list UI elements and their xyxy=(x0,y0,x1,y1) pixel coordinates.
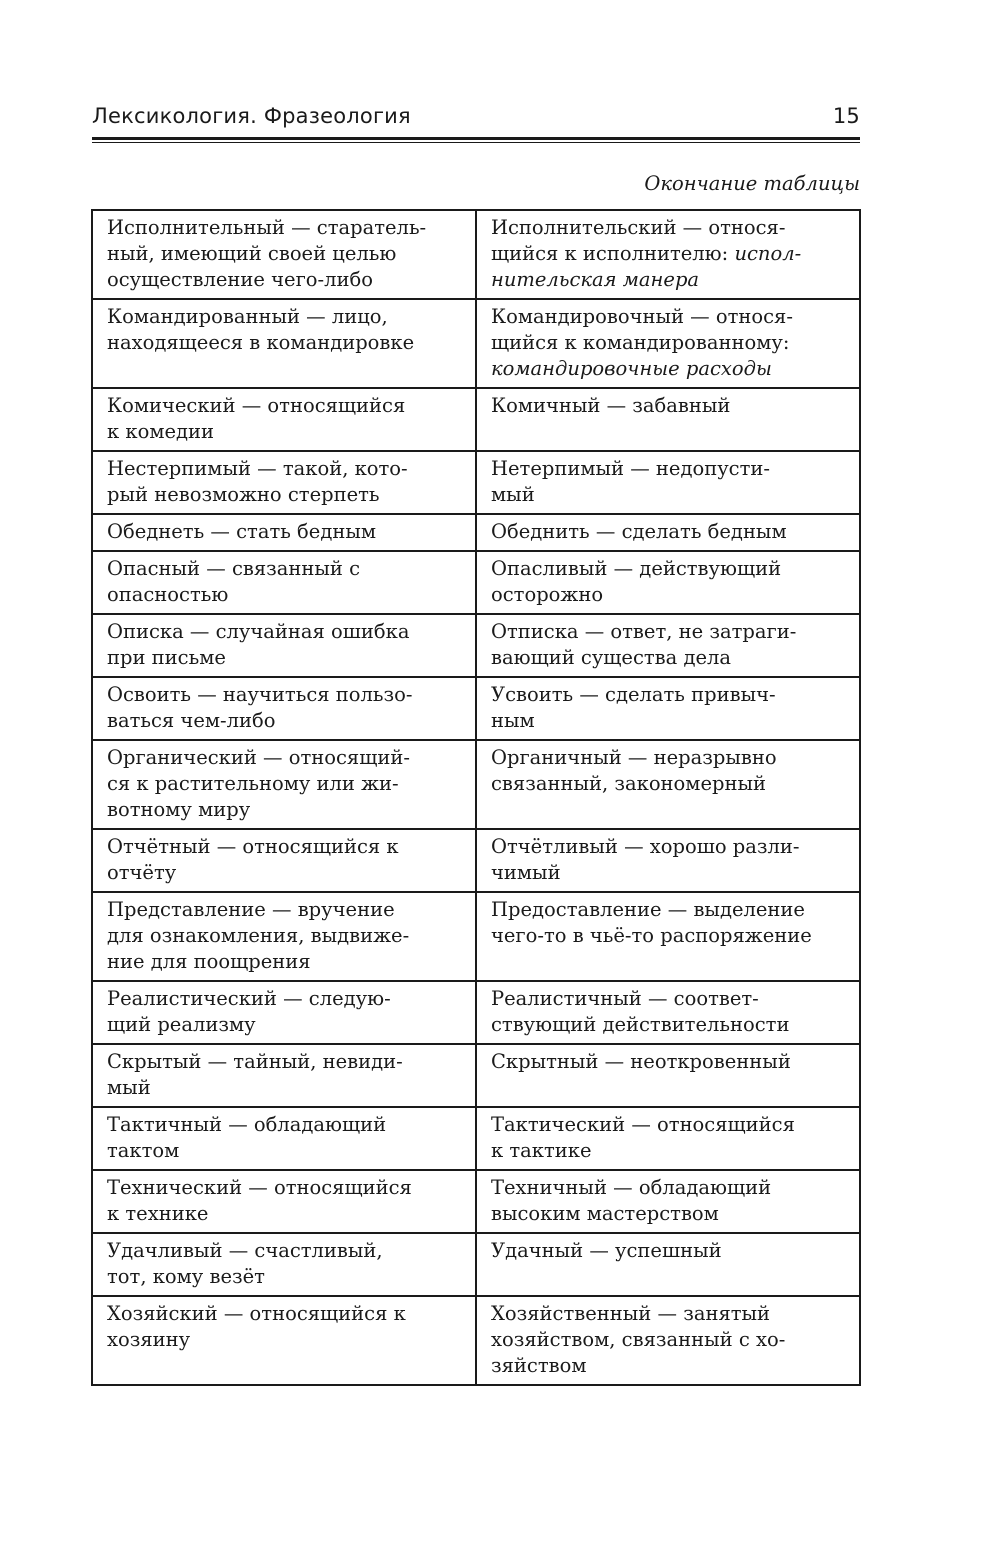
table-row xyxy=(92,829,860,892)
cell-text: Опасный — связанный с опасностью xyxy=(107,557,361,606)
left-cell xyxy=(92,388,476,451)
table-row xyxy=(92,677,860,740)
section-title: Лексикология. Фразеология xyxy=(92,104,411,128)
right-cell xyxy=(476,514,860,551)
table-row xyxy=(92,451,860,514)
cell-text: Комический — относящийся к комедии xyxy=(107,394,406,443)
right-cell xyxy=(476,829,860,892)
table-row xyxy=(92,1107,860,1170)
cell-text: Технический — относящийся к технике xyxy=(107,1176,412,1225)
left-cell xyxy=(92,210,476,299)
paronyms-table xyxy=(91,209,861,1386)
left-cell xyxy=(92,981,476,1044)
cell-text: Тактический — относящийся к тактике xyxy=(491,1113,795,1162)
cell-text: Скрытый — тайный, невиди- мый xyxy=(107,1050,403,1099)
table-row xyxy=(92,551,860,614)
right-cell xyxy=(476,388,860,451)
left-cell xyxy=(92,614,476,677)
cell-text: Скрытный — неоткровенный xyxy=(491,1050,791,1073)
table-row xyxy=(92,740,860,829)
left-cell xyxy=(92,1044,476,1107)
table-row xyxy=(92,1233,860,1296)
cell-text: Усвоить — сделать привыч- ным xyxy=(491,683,776,732)
cell-text: Командированный — лицо, находящееся в командировке xyxy=(107,305,415,354)
cell-text: Комичный — забавный xyxy=(491,394,731,417)
cell-text: Отчётливый — хорошо разли- чимый xyxy=(491,835,800,884)
table-row xyxy=(92,1044,860,1107)
right-cell xyxy=(476,614,860,677)
table-row xyxy=(92,892,860,981)
table-row xyxy=(92,388,860,451)
right-cell xyxy=(476,677,860,740)
cell-text: Исполнительный — старатель- ный, имеющий своей целью осуществление чего-либо xyxy=(107,216,427,291)
left-cell xyxy=(92,677,476,740)
cell-text: Хозяйский — относящийся к хозяину xyxy=(107,1302,406,1351)
left-cell xyxy=(92,1170,476,1233)
table-row xyxy=(92,981,860,1044)
cell-text: Органичный — неразрывно связанный, закономерный xyxy=(491,746,777,795)
cell-text: Нестерпимый — такой, кото- рый невозможно стерпеть xyxy=(107,457,408,506)
cell-text: Отчётный — относящийся к отчёту xyxy=(107,835,399,884)
cell-text: Тактичный — обладающий тактом xyxy=(107,1113,387,1162)
left-cell xyxy=(92,551,476,614)
page-number: 15 xyxy=(832,104,860,128)
cell-text: Реалистичный — соответ- ствующий действительности xyxy=(491,987,790,1036)
left-cell xyxy=(92,1233,476,1296)
table-row xyxy=(92,210,860,299)
table-row xyxy=(92,1170,860,1233)
table-row xyxy=(92,1296,860,1385)
left-cell xyxy=(92,892,476,981)
left-cell xyxy=(92,299,476,388)
left-cell xyxy=(92,1296,476,1385)
cell-text: Отписка — ответ, не затраги- вающий существа дела xyxy=(491,620,797,669)
right-cell xyxy=(476,1296,860,1385)
right-cell xyxy=(476,551,860,614)
cell-text: Нетерпимый — недопусти- мый xyxy=(491,457,770,506)
table-row xyxy=(92,299,860,388)
table-row xyxy=(92,514,860,551)
right-cell xyxy=(476,1233,860,1296)
right-cell xyxy=(476,1170,860,1233)
cell-text: Командировочный — относя- щийся к командированному: xyxy=(491,305,793,354)
left-cell xyxy=(92,1107,476,1170)
header-rule-thin xyxy=(92,142,860,143)
right-cell xyxy=(476,210,860,299)
table-row xyxy=(92,614,860,677)
cell-text: Обеднеть — стать бедным xyxy=(107,520,377,543)
left-cell xyxy=(92,514,476,551)
cell-text: Предоставление — выделение чего-то в чьё-то распоряжение xyxy=(491,898,812,947)
cell-text: Описка — случайная ошибка при письме xyxy=(107,620,410,669)
right-cell xyxy=(476,451,860,514)
cell-text: Представление — вручение для ознакомления, выдвиже- ние для поощрения xyxy=(107,898,410,973)
cell-text: Органический — относящий- ся к растительному или жи- вотному миру xyxy=(107,746,410,821)
cell-text: Освоить — научиться пользо- ваться чем-либо xyxy=(107,683,413,732)
right-cell xyxy=(476,981,860,1044)
cell-text: Удачный — успешный xyxy=(491,1239,722,1262)
right-cell xyxy=(476,892,860,981)
cell-text: Опасливый — действующий осторожно xyxy=(491,557,782,606)
table-caption: Окончание таблицы xyxy=(644,172,860,195)
left-cell xyxy=(92,829,476,892)
cell-example: командировочные расходы xyxy=(491,357,772,380)
cell-text: Удачливый — счастливый, тот, кому везёт xyxy=(107,1239,383,1288)
header-rule-thick xyxy=(92,137,860,140)
right-cell xyxy=(476,299,860,388)
cell-text: Техничный — обладающий высоким мастерством xyxy=(491,1176,772,1225)
cell-text: Хозяйственный — занятый хозяйством, связанный с хо- зяйством xyxy=(491,1302,786,1377)
cell-text: Исполнительский — относя- щийся к исполнителю: xyxy=(491,216,786,265)
left-cell xyxy=(92,740,476,829)
right-cell xyxy=(476,740,860,829)
cell-example: испол- нительская манера xyxy=(491,242,802,291)
right-cell xyxy=(476,1107,860,1170)
cell-text: Реалистический — следую- щий реализму xyxy=(107,987,391,1036)
left-cell xyxy=(92,451,476,514)
right-cell xyxy=(476,1044,860,1107)
cell-text: Обеднить — сделать бедным xyxy=(491,520,787,543)
